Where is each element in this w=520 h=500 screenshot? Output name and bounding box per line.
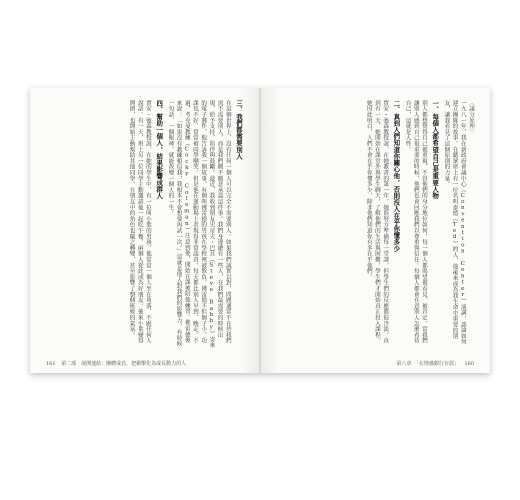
page-number-right: 160 [464,361,474,367]
section-body-four: 賈安・強森教授說，在她的學生中，有一位叫小葉的男孩，他常常一個人坐在角落，不跟任何人說話。有一天，班上另一位同學主動邀請他一起吃午餐，兩個人從此成為好朋友。後來小葉變得開朗，也開始主動幫助其他同學。在朋友中的角色也隨之轉變，甚至影響了整個班級的氣氛。 [128,100,151,344]
right-page-footer [396,360,478,367]
section-heading-one: 一、每個人都希望自己是重要人物 [431,100,440,199]
running-head-left: 第二部 展開連結：團體成員，把衝擊化為成長動力的人 [61,361,187,367]
book-spread [30,88,490,373]
section-heading-three: 三、我們都需要別人 [235,100,243,160]
section-body-two: 賈安・強森教授說，在她教書的第一年，她很努力準備每一堂課，但學生們的反應都很冷淡。直到有一天，她開始在課堂外與學生聊天，了解他們的生活與困難，學生們才開始真正投入課程。她因此明白，人們不會在乎你懂多少，除非他們知道你有多在乎他們。 [365,100,389,344]
right-page-text [275,100,475,348]
chapter-opening: 〈議分原理〉 [468,100,474,135]
left-page [30,88,259,373]
section-heading-four: 四、幫助一個人，結果影響成群人 [155,100,164,199]
left-page-footer [42,360,186,367]
section-heading-two: 二、真到人們知道你關心他，否則沒人在乎你懂多少 [392,100,401,252]
running-head-right: 第八章 「在情感銀行存款」 [396,361,459,367]
left-page-text [44,100,246,348]
right-page [261,88,490,373]
intro-text: 一九八一年，我在新政府會議中心（Convention Center）演講，談論如何建立團隊的故事。在聽眾席上有一位名叫泰德（Ted）的人，他後來成為我生命中重要的朋友，讓我看見了這個原則的力量。 [443,100,466,345]
section-body-one: 別人都想覺得自己被重視，不管他們的身分地位如何，每一個人都渴望被看見、被肯定。當我們讓別人感到自己很重要的時候，他們也會回應我們以尊重與信任。每個人都會在意別人怎麼看待自己，這就是人性。 [404,100,427,344]
page-number-left: 161 [46,361,56,367]
section-body-three: 在這個世界上，沒有任何一個人可以完全不需要別人。如果我們誠實以對，問題通常不在於我們需不需要別人，而是我們願不願意承認這件事。我們身邊總有一些人，在我們最需要的時候出現，給予支持、陪伴與鼓勵。最近，我收到朋友史帝夫・巴貝（Steve Babby）寄來的電子郵件，他告訴我一個故事，有個叫佛雷德的男孩在學校裡被欺負。佛雷德不但個子小，功課也不好，常常被同學嘲笑。但是他在運動場上表現得非常認真，每天都比別人早到、晚走。不過，考克曼教練（Cocky Coleman）注意到他，開始在課後陪他練習。佛雷德後來說：「如果沒有教練相信我，我根本不會想要再試一次。」這就是他人對我們的影響力，有時候一句話、一個眼神，就能改變一個人的一生。 [167,100,231,348]
